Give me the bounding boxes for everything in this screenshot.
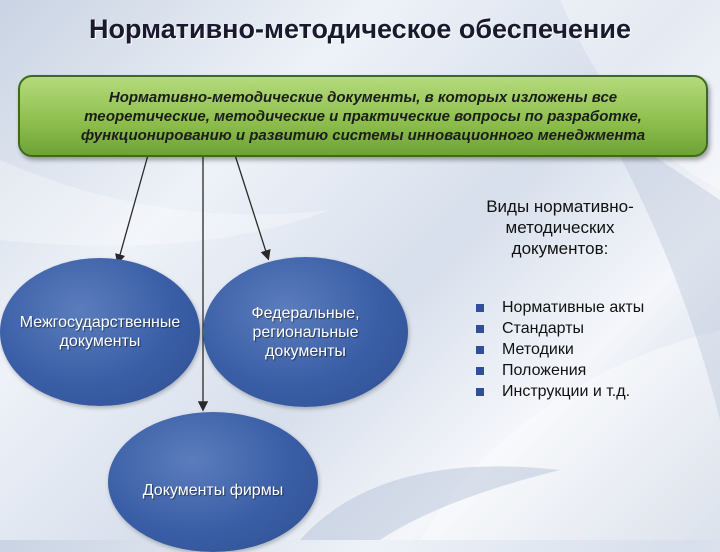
federal-documents-ellipse [203,257,408,407]
company-documents-ellipse [108,412,318,552]
definition-text: Нормативно-методические документы, в которых изложены все теоретические, методические и практические вопросы по разработке, функционированию и развитию системы инновационного менеджмента [80,88,646,144]
bullet-icon [476,304,484,312]
arrow-to-federal [235,155,268,258]
definition-box [18,75,708,157]
list-item: Нормативные акты [476,297,644,318]
bullet-icon [476,367,484,375]
bullet-icon [476,346,484,354]
arrow-to-interstate [118,155,148,262]
interstate-documents-ellipse [0,258,200,406]
list-item: Инструкции и т.д. [476,381,644,402]
kinds-title: Виды нормативно- методических документов: [486,197,634,258]
bullet-icon [476,325,484,333]
kinds-list [476,297,644,402]
interstate-documents-label: Межгосударственные документы [19,314,181,350]
bullet-icon [476,388,484,396]
list-item: Методики [476,339,644,360]
list-item: Стандарты [476,318,644,339]
federal-documents-label: Федеральные, региональные документы [251,304,360,360]
slide-title: Нормативно-методическое обеспечение [89,14,631,44]
list-item: Положения [476,360,644,381]
company-documents-label: Документы фирмы [142,481,284,499]
